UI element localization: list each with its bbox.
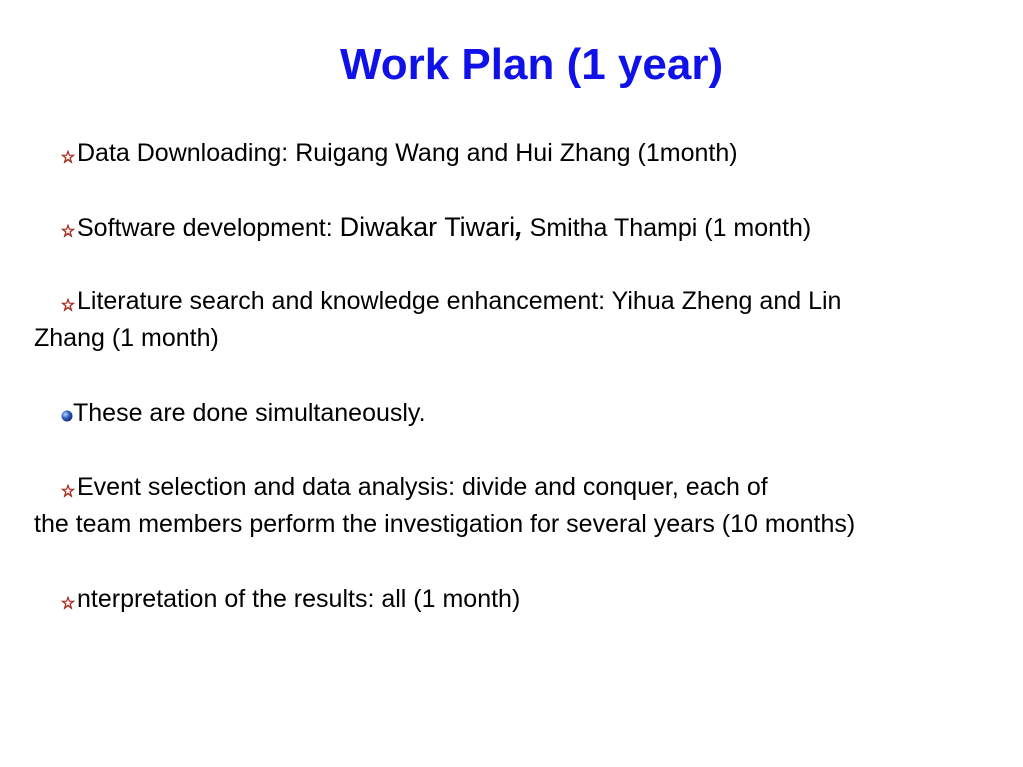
item-simultaneous: These are done simultaneously.: [73, 399, 426, 427]
item-literature-search: Literature search and knowledge enhancement: Yihua Zheng and Lin: [77, 287, 842, 315]
star-bullet-icon: [61, 484, 75, 498]
item-software-development: [77, 210, 811, 245]
item-event-selection: Event selection and data analysis: divide and conquer, each of: [77, 473, 768, 501]
star-bullet-icon: [61, 224, 75, 238]
star-bullet-icon: [61, 150, 75, 164]
item-data-downloading: Data Downloading: Ruigang Wang and Hui Zhang (1month): [77, 139, 738, 167]
star-bullet-icon: [61, 596, 75, 610]
item-software-development-label: Software development:: [77, 214, 340, 242]
slide-title: Work Plan (1 year): [340, 40, 724, 89]
item-event-selection-cont: the team members perform the investigation for several years (10 months): [34, 510, 856, 538]
item-software-development-comma: ,: [515, 212, 523, 242]
item-software-development-name: Diwakar Tiwari: [339, 212, 516, 242]
item-software-development-rest: Smitha Thampi (1 month): [522, 214, 812, 242]
item-literature-search-cont: Zhang (1 month): [34, 324, 219, 352]
item-interpretation: nterpretation of the results: all (1 month): [77, 585, 521, 613]
sphere-bullet-icon: [61, 410, 73, 422]
star-bullet-icon: [61, 298, 75, 312]
